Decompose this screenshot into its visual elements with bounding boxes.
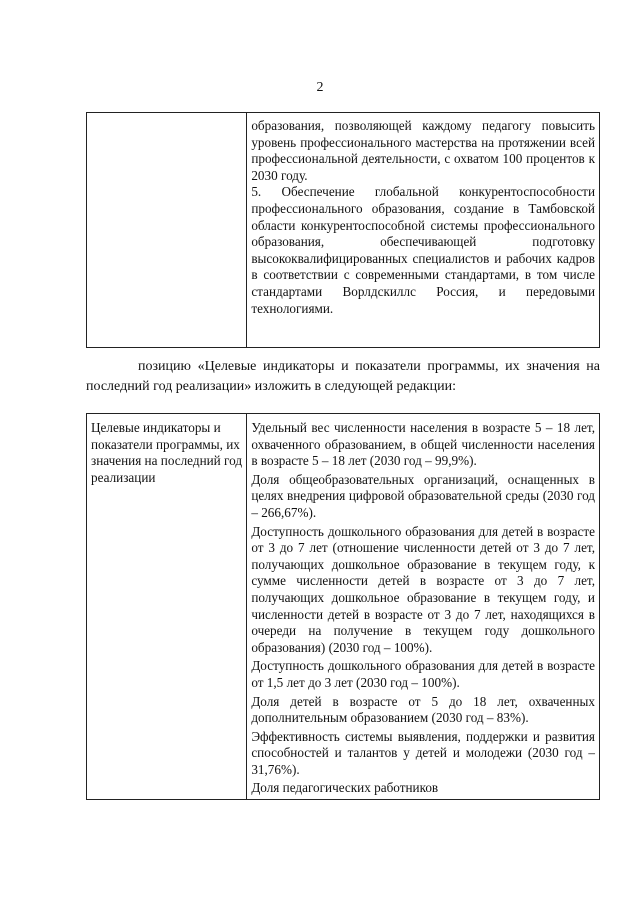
table-paragraph: 5. Обеспечение глобальной конкурентоспособности профессионального образования, создание в Тамбовской области конкурентоспособной системы профессионального образования, обеспечивающей подготовку высококвалифицированных специалистов и рабочих кадров в соответствии с современными стандартами, в том числе стандартами Ворлдскиллс Россия, и передовыми технологиями. — [251, 184, 595, 316]
table-cell-label — [87, 113, 247, 348]
indicator-paragraph: Доля детей в возрасте от 5 до 18 лет, охваченных дополнительным образованием (2030 год – 83%). — [251, 693, 595, 726]
indicator-paragraph: Доступность дошкольного образования для детей в возрасте от 1,5 лет до 3 лет (2030 год – 100%). — [251, 658, 595, 690]
table-cell-content — [247, 414, 600, 800]
table-paragraph: образования, позволяющей каждому педагогу повысить уровень профессионального мастерства на протяжении всей профессиональной деятельности, с охватом 100 процентов к 2030 году. — [251, 118, 595, 183]
continued-table — [86, 112, 600, 348]
intro-text: позицию «Целевые индикаторы и показатели программы, их значения на последний год реализации» изложить в следующей редакции: — [86, 359, 600, 394]
table-cell-content — [247, 113, 600, 348]
table-row — [87, 113, 600, 348]
indicators-table — [86, 413, 600, 800]
intro-paragraph — [86, 357, 600, 397]
indicator-paragraph: Эффективность системы выявления, поддержки и развития способностей и талантов у детей и молодежи (2030 год – 31,76%). — [251, 728, 595, 777]
table-row — [87, 414, 600, 800]
table-cell-label: Целевые индикаторы и показатели программы, их значения на последний год реализации — [87, 414, 247, 800]
indicator-paragraph: Доля педагогических работников — [251, 780, 439, 796]
page-number: 2 — [316, 80, 324, 95]
indicator-paragraph: Доступность дошкольного образования для детей в возрасте от 3 до 7 лет (отношение численности детей от 3 до 7 лет, получающих дошкольное образование в текущем году, к сумме численности детей в возрасте от 3 до 7 лет, получающих дошкольное образование в текущем году, и численности детей в возрасте от 3 до 7 лет, находящихся в очереди на получение в текущем году дошкольного образования) (2030 год – 100%). — [251, 523, 595, 655]
indicator-paragraph: Удельный вес численности населения в возрасте 5 – 18 лет, охваченного образованием, в общей численности населения в возрасте 5 – 18 лет (2030 год – 99,9%). — [251, 420, 595, 469]
indicator-paragraph: Доля общеобразовательных организаций, оснащенных в целях внедрения цифровой образовательной среды (2030 год – 266,67%). — [251, 471, 595, 520]
